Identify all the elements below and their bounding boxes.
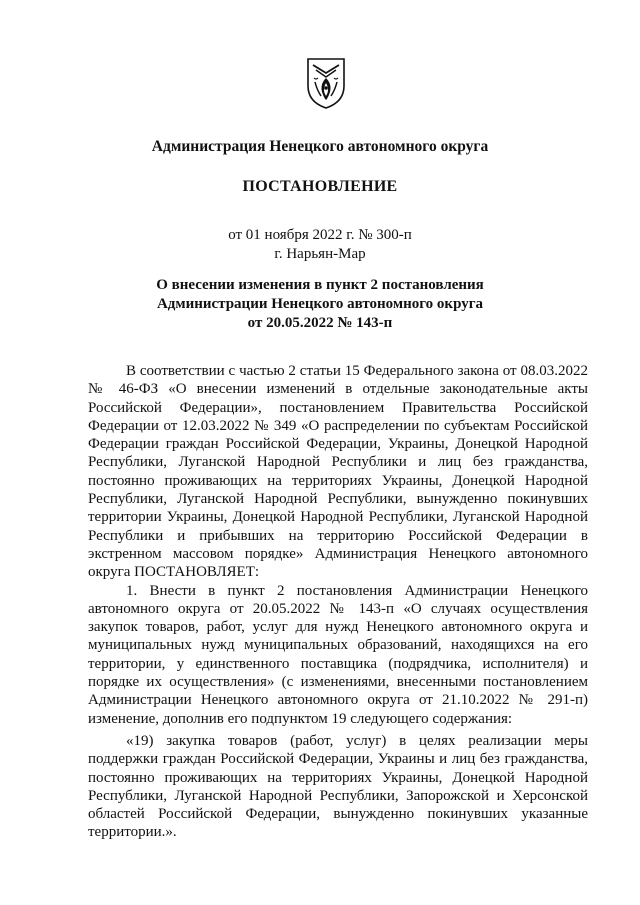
preamble-paragraph: В соответствии с частью 2 статьи 15 Федерального закона от 08.03.2022 № 46-ФЗ «О внесении изменений в отдельные законодательные акты Российской Федерации», постановлением Правительства Российской Федерации от 12.03.2022 № 349 «О распределении по субъектам Российской Федерации граждан Российской Федерации, Украины, Донецкой Народной Республики, Луганской Народной Республики и лиц без гражданства, постоянно проживающих на территориях Украины, Донецкой Народной Республики, Луганской Народной Республики, вынужденно покинувших территории Украины, Донецкой Народной Республики, Луганской Народной Республики и прибывших на территорию Российской Федерации в экстренном массовом порядке» Администрация Ненецкого автономного округа ПОСТАНОВЛЯЕТ: [88, 363, 588, 581]
organization-name: Администрация Ненецкого автономного округа [151, 138, 489, 155]
title-line-3: от 20.05.2022 № 143-п [247, 315, 393, 331]
document-type: ПОСТАНОВЛЕНИЕ [242, 178, 398, 195]
document-city: г. Нарьян-Мар [274, 246, 366, 262]
document-date-number: от 01 ноября 2022 г. № 300-п [228, 227, 412, 243]
document-meta [60, 226, 580, 264]
title-line-2: Администрации Ненецкого автономного округа [156, 296, 484, 312]
document-title [60, 276, 580, 333]
title-line-1: О внесении изменения в пункт 2 постановления [156, 277, 484, 293]
item-1-paragraph: 1. Внести в пункт 2 постановления Администрации Ненецкого автономного округа от 20.05.2022 № 143-п «О случаях осуществления закупок товаров, работ, услуг для нужд Ненецкого автономного округа и муниципальных нужд муниципальных образований, находящихся на его территории, у единственного поставщика (подрядчика, исполнителя) и порядке их осуществления» (с изменениями, внесенными постановлением Администрации Ненецкого автономного округа от 21.10.2022 № 291-п) изменение, дополнив его подпунктом 19 следующего содержания: [88, 582, 588, 727]
subitem-19-paragraph: «19) закупка товаров (работ, услуг) в целях реализации меры поддержки граждан Российской Федерации, Украины и лиц без гражданства, постоянно проживающих на территориях Украины, Донецкой Народной Республики, Луганской Народной Республики, Запорожской и Херсонской областей Российской Федерации, вынужденно покинувших указанные территории.». [88, 732, 588, 841]
coat-of-arms-icon [304, 54, 348, 110]
document-body [88, 362, 588, 842]
